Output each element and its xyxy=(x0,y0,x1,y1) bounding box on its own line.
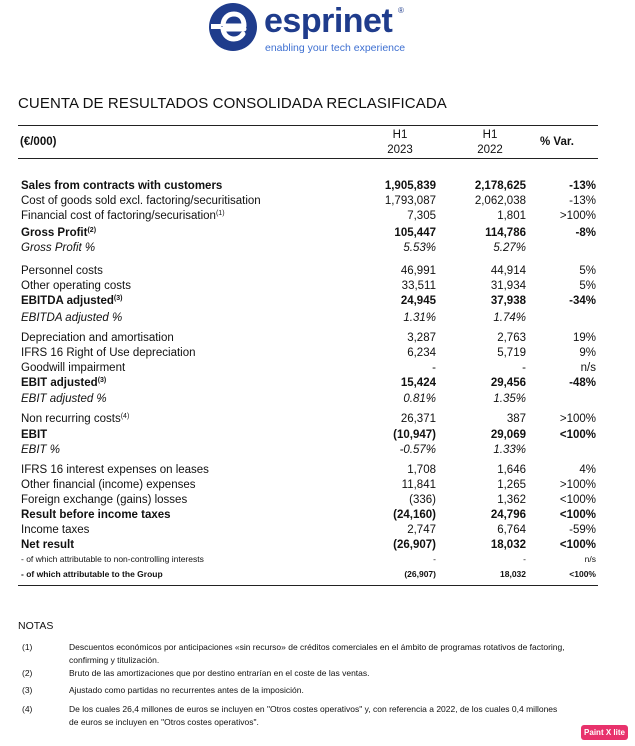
row-label xyxy=(21,443,60,458)
row-label xyxy=(21,346,196,361)
row-label xyxy=(21,361,125,376)
row-label xyxy=(21,493,187,508)
value-2023: (10,947) xyxy=(393,429,436,441)
table-row xyxy=(0,179,635,194)
row-label xyxy=(21,552,204,567)
note-number: (3) xyxy=(22,685,33,695)
value-2022: 18,032 xyxy=(490,539,526,551)
value-2022: 6,764 xyxy=(497,524,526,536)
footnote-ref: (1) xyxy=(215,210,225,217)
table-row xyxy=(0,392,635,407)
row-label xyxy=(21,209,225,224)
value-2022: 5,719 xyxy=(497,347,526,359)
note-number: (2) xyxy=(22,668,33,678)
value-2023: 105,447 xyxy=(394,227,436,239)
value-2023: 6,234 xyxy=(407,347,436,359)
footnote-ref: (4) xyxy=(120,413,130,420)
note-text: Bruto de las amortizaciones que por destino entrarían en el coste de las ventas. xyxy=(69,668,370,678)
row-label-text: Gross Profit % xyxy=(21,242,96,254)
table-row xyxy=(0,493,635,508)
row-label xyxy=(21,463,209,478)
value-2022: 1.33% xyxy=(493,444,526,456)
value-2022: 44,914 xyxy=(490,265,526,277)
value-2022: 1,801 xyxy=(497,210,526,222)
row-label-text: Other financial (income) expenses xyxy=(21,479,196,491)
row-label-text: - of which attributable to the Group xyxy=(21,569,163,579)
value-2023: 5.53% xyxy=(403,242,436,254)
value-variation: <100% xyxy=(559,429,596,441)
row-label xyxy=(21,538,74,553)
footnote-ref: (2) xyxy=(87,227,97,234)
column-header-variation: % Var. xyxy=(540,136,574,148)
value-variation: -48% xyxy=(569,377,596,389)
value-2022: - xyxy=(522,362,526,374)
value-2023: 1,905,839 xyxy=(384,180,436,192)
value-variation: 4% xyxy=(579,464,596,476)
row-label-text: EBIT xyxy=(21,429,48,441)
row-label-text: EBIT % xyxy=(21,444,60,456)
row-label-text: EBITDA adjusted xyxy=(21,295,114,307)
table-row xyxy=(0,463,635,478)
row-label xyxy=(21,412,129,427)
value-2023: 3,287 xyxy=(407,332,436,344)
table-row xyxy=(0,279,635,294)
value-2022: 2,062,038 xyxy=(474,195,526,207)
value-2022: 2,178,625 xyxy=(474,180,526,192)
value-variation: >100% xyxy=(559,479,596,491)
row-label-text: Other operating costs xyxy=(21,280,131,292)
value-2023: (24,160) xyxy=(393,509,436,521)
value-2023: 7,305 xyxy=(407,210,436,222)
row-label xyxy=(21,331,174,346)
table-row xyxy=(0,538,635,553)
value-variation: 9% xyxy=(579,347,596,359)
value-2022: 37,938 xyxy=(490,295,526,307)
value-variation: -8% xyxy=(575,227,596,239)
row-label-text: Depreciation and amortisation xyxy=(21,332,174,344)
logo-tagline: enabling your tech experience xyxy=(265,42,406,54)
esprinet-logo xyxy=(208,2,418,56)
table-bottom-rule xyxy=(18,585,598,586)
column-header-2022 xyxy=(460,128,520,158)
value-variation: <100% xyxy=(559,539,596,551)
footnote-ref: (3) xyxy=(113,295,123,302)
row-label-text: IFRS 16 interest expenses on leases xyxy=(21,464,209,476)
row-label xyxy=(21,428,47,443)
value-2022: 1.74% xyxy=(493,312,526,324)
column-header-2022-year: 2022 xyxy=(477,144,503,156)
value-2022: 29,456 xyxy=(490,377,526,389)
table-row xyxy=(0,443,635,458)
value-variation: n/s xyxy=(580,362,596,374)
column-header-2022-period: H1 xyxy=(482,129,498,141)
row-label-text: Goodwill impairment xyxy=(21,362,126,374)
value-2022: 387 xyxy=(506,413,526,425)
logo-wordmark: esprinet xyxy=(264,2,393,40)
value-2023: 15,424 xyxy=(400,377,436,389)
value-variation: <100% xyxy=(559,509,596,521)
note-number: (4) xyxy=(22,704,33,714)
table-row xyxy=(0,478,635,493)
value-variation: 5% xyxy=(579,265,596,277)
table-row xyxy=(0,194,635,209)
row-label-text: Cost of goods sold excl. factoring/securitisation xyxy=(21,195,261,207)
logo-registered-mark: ® xyxy=(398,6,404,15)
row-label xyxy=(21,523,89,538)
table-row xyxy=(0,311,635,326)
row-label xyxy=(21,241,95,256)
row-label-text: Gross Profit xyxy=(21,227,88,239)
value-2023: 33,511 xyxy=(401,280,436,292)
table-row xyxy=(0,264,635,279)
row-label-text: EBITDA adjusted % xyxy=(21,312,123,324)
value-variation: 19% xyxy=(572,332,596,344)
value-variation: n/s xyxy=(584,554,596,564)
value-variation: >100% xyxy=(559,413,596,425)
table-row xyxy=(0,331,635,346)
value-2023: 2,747 xyxy=(407,524,436,536)
row-label xyxy=(21,508,171,523)
value-2023: 11,841 xyxy=(401,479,436,491)
paint-x-lite-badge: Paint X lite xyxy=(581,725,628,740)
value-2023: 1,708 xyxy=(407,464,436,476)
row-label xyxy=(21,194,261,209)
table-row xyxy=(0,361,635,376)
value-2022: 18,032 xyxy=(500,569,526,579)
value-2023: (26,907) xyxy=(404,569,436,579)
column-header-2023-period: H1 xyxy=(392,129,408,141)
row-label xyxy=(21,311,122,326)
row-label xyxy=(21,478,196,493)
value-2022: 5.27% xyxy=(493,242,526,254)
value-2022: 1,265 xyxy=(497,479,526,491)
row-label-text: - of which attributable to non-controlling interests xyxy=(21,554,204,564)
value-2022: 1.35% xyxy=(493,393,526,405)
table-row xyxy=(0,294,635,309)
row-label xyxy=(21,392,107,407)
value-2023: 46,991 xyxy=(400,265,436,277)
row-label-text: Personnel costs xyxy=(21,265,103,277)
report-title: CUENTA DE RESULTADOS CONSOLIDADA RECLASIFICADA xyxy=(18,95,447,112)
value-variation: -34% xyxy=(569,295,596,307)
value-2023: 1.31% xyxy=(403,312,436,324)
note-text: Descuentos económicos por anticipaciones «sin recurso» de créditos comerciales en el ámbito de programas rotativos de factoring, confirming y titulización. xyxy=(69,642,565,665)
value-variation: -59% xyxy=(569,524,596,536)
value-variation: -13% xyxy=(569,195,596,207)
table-row xyxy=(0,523,635,538)
value-2022: 24,796 xyxy=(490,509,526,521)
row-label xyxy=(21,294,122,309)
value-variation: 5% xyxy=(579,280,596,292)
table-row xyxy=(0,376,635,391)
value-variation: <100% xyxy=(569,569,596,579)
value-variation: -13% xyxy=(569,180,596,192)
value-2022: 31,934 xyxy=(490,280,526,292)
value-2023: 1,793,087 xyxy=(384,195,436,207)
value-2023: -0.57% xyxy=(399,444,436,456)
row-label-text: EBIT adjusted xyxy=(21,377,98,389)
header-bottom-rule xyxy=(18,158,598,159)
row-label-text: Net result xyxy=(21,539,75,551)
row-label-text: IFRS 16 Right of Use depreciation xyxy=(21,347,196,359)
value-2022: 1,646 xyxy=(497,464,526,476)
note-text: Ajustado como partidas no recurrentes antes de la imposición. xyxy=(69,685,304,695)
table-row xyxy=(0,209,635,224)
esprinet-e-icon xyxy=(208,2,258,52)
table-row xyxy=(0,567,635,582)
value-2022: 114,786 xyxy=(485,227,526,239)
table-top-rule xyxy=(18,125,598,126)
notes-title: NOTAS xyxy=(18,620,54,632)
unit-header: (€/000) xyxy=(20,136,57,148)
row-label xyxy=(21,279,131,294)
value-2023: - xyxy=(432,362,436,374)
row-label-text: Foreign exchange (gains) losses xyxy=(21,494,188,506)
value-2023: 26,371 xyxy=(400,413,436,425)
value-2023: (26,907) xyxy=(393,539,436,551)
table-row xyxy=(0,226,635,241)
row-label-text: Sales from contracts with customers xyxy=(21,180,223,192)
table-row xyxy=(0,552,635,567)
row-label xyxy=(21,376,106,391)
row-label-text: Non recurring costs xyxy=(21,413,121,425)
value-2023: (336) xyxy=(409,494,436,506)
table-row xyxy=(0,241,635,256)
row-label xyxy=(21,226,96,241)
row-label xyxy=(21,179,222,194)
value-2023: - xyxy=(433,554,436,564)
table-row xyxy=(0,428,635,443)
table-row xyxy=(0,412,635,427)
row-label-text: EBIT adjusted % xyxy=(21,393,107,405)
row-label-text: Income taxes xyxy=(21,524,90,536)
value-2022: 2,763 xyxy=(497,332,526,344)
column-header-2023 xyxy=(370,128,430,158)
value-variation: >100% xyxy=(559,210,596,222)
column-header-2023-year: 2023 xyxy=(387,144,413,156)
value-2023: 24,945 xyxy=(400,295,436,307)
note-number: (1) xyxy=(22,642,33,652)
value-variation: <100% xyxy=(559,494,596,506)
value-2023: 0.81% xyxy=(403,393,436,405)
table-row xyxy=(0,346,635,361)
row-label-text: Result before income taxes xyxy=(21,509,171,521)
row-label xyxy=(21,567,163,582)
value-2022: - xyxy=(523,554,526,564)
row-label xyxy=(21,264,103,279)
footnote-ref: (3) xyxy=(97,377,107,384)
value-2022: 1,362 xyxy=(497,494,526,506)
value-2022: 29,069 xyxy=(490,429,526,441)
note-text: De los cuales 26,4 millones de euros se incluyen en "Otros costes operativos" y, con referencia a 2022, de los cuales 0,4 millones de euros se incluyen en "Otros costes operativos". xyxy=(69,704,558,727)
table-row xyxy=(0,508,635,523)
row-label-text: Financial cost of factoring/securisation xyxy=(21,210,216,222)
